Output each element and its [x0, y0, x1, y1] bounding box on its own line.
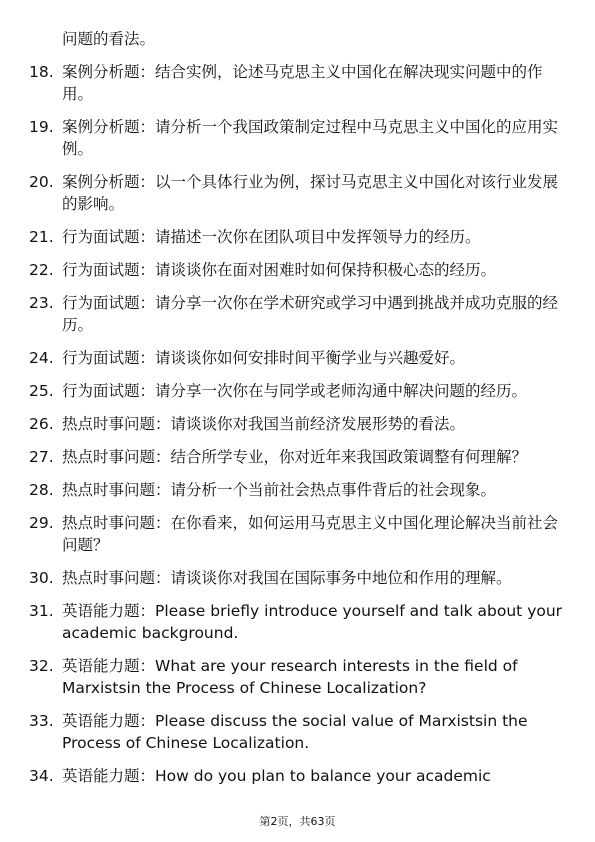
question-text: 热点时事问题：请分析一个当前社会热点事件背后的社会现象。 — [62, 481, 497, 499]
question-text: 案例分析题：以一个具体行业为例，探讨马克思主义中国化对该行业发展的影响。 — [62, 173, 559, 213]
question-number: 31. — [29, 602, 54, 620]
question-text: 案例分析题：结合实例，论述马克思主义中国化在解决现实问题中的作用。 — [62, 63, 543, 103]
question-text: 行为面试题：请分享一次你在学术研究或学习中遇到挑战并成功克服的经历。 — [62, 294, 559, 334]
page-footer: 第2页，共63页 — [259, 815, 336, 828]
question-item — [0, 171, 595, 215]
question-number: 27. — [29, 448, 54, 466]
question-number: 25. — [29, 382, 54, 400]
question-item — [0, 567, 595, 589]
question-item — [0, 710, 595, 754]
continued-question-text: 问题的看法。 — [62, 30, 156, 48]
question-item — [0, 380, 595, 402]
question-item — [0, 413, 595, 435]
question-number: 19. — [29, 118, 54, 136]
question-text: 行为面试题：请谈谈你如何安排时间平衡学业与兴趣爱好。 — [62, 349, 466, 367]
question-item — [0, 116, 595, 160]
question-item — [0, 512, 595, 556]
question-number: 24. — [29, 349, 54, 367]
question-number: 34. — [29, 767, 54, 785]
question-item — [0, 347, 595, 369]
question-text: 案例分析题：请分析一个我国政策制定过程中马克思主义中国化的应用实例。 — [62, 118, 559, 158]
question-text: 英语能力题：What are your research interests in the field of Marxistsin the Process of Chinese Localization? — [62, 657, 518, 697]
question-text: 英语能力题：Please briefly introduce yourself and talk about your academic background. — [62, 602, 563, 642]
question-number: 18. — [29, 63, 54, 81]
question-text: 热点时事问题：在你看来，如何运用马克思主义中国化理论解决当前社会问题？ — [62, 514, 559, 554]
question-number: 23. — [29, 294, 54, 312]
question-text: 英语能力题：Please discuss the social value of Marxistsin the Process of Chinese Localization. — [62, 712, 528, 752]
question-number: 33. — [29, 712, 54, 730]
question-number: 21. — [29, 228, 54, 246]
question-item — [0, 479, 595, 501]
question-item — [0, 765, 595, 787]
question-number: 26. — [29, 415, 54, 433]
question-text: 热点时事问题：结合所学专业，你对近年来我国政策调整有何理解？ — [62, 448, 528, 466]
question-number: 32. — [29, 657, 54, 675]
question-number: 28. — [29, 481, 54, 499]
question-item — [0, 292, 595, 336]
question-item — [0, 61, 595, 105]
question-item — [0, 226, 595, 248]
question-text: 行为面试题：请描述一次你在团队项目中发挥领导力的经历。 — [62, 228, 481, 246]
question-number: 20. — [29, 173, 54, 191]
question-text: 英语能力题：How do you plan to balance your academic — [62, 767, 491, 785]
question-text: 行为面试题：请分享一次你在与同学或老师沟通中解决问题的经历。 — [62, 382, 528, 400]
question-text: 热点时事问题：请谈谈你对我国在国际事务中地位和作用的理解。 — [62, 569, 512, 587]
question-text: 行为面试题：请谈谈你在面对困难时如何保持积极心态的经历。 — [62, 261, 497, 279]
question-text: 热点时事问题：请谈谈你对我国当前经济发展形势的看法。 — [62, 415, 466, 433]
question-item — [0, 655, 595, 699]
question-list — [0, 61, 595, 798]
question-item — [0, 259, 595, 281]
question-number: 22. — [29, 261, 54, 279]
question-number: 30. — [29, 569, 54, 587]
question-number: 29. — [29, 514, 54, 532]
question-item — [0, 600, 595, 644]
question-item — [0, 446, 595, 468]
